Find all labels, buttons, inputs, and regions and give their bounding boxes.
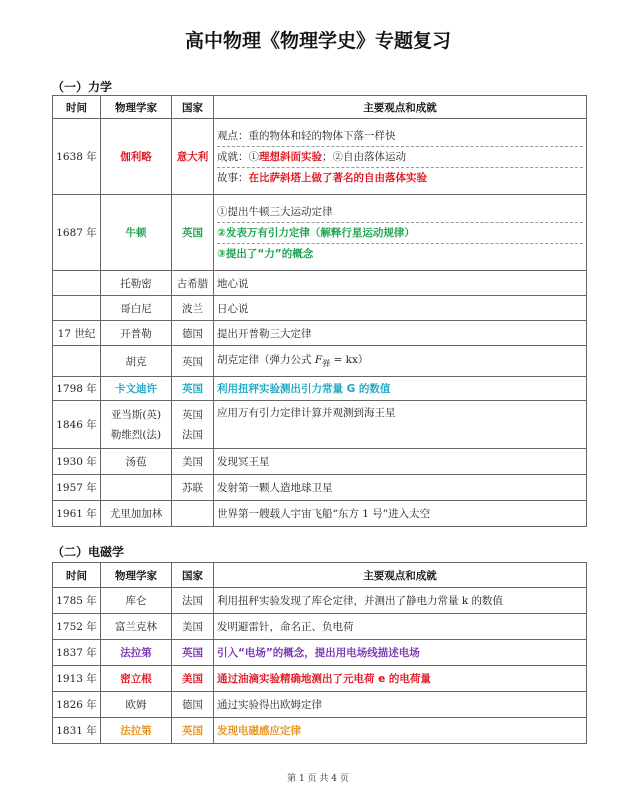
header-content: 主要观点和成就 [214,96,587,119]
header-time: 时间 [53,563,101,588]
table-header-row [53,563,587,588]
cell-time [53,296,101,321]
page-title: 高中物理《物理学史》专题复习 [184,30,451,52]
cell-content: 引入“电场”的概念，提出用电场线描述电场 [214,640,587,666]
table-row [53,296,587,321]
cell-physicist: 法拉第 [101,640,172,666]
cell-country: 德国 [172,692,214,718]
header-time: 时间 [53,96,101,119]
cell-country: 古希腊 [172,271,214,296]
cell-content: 提出开普勒三大定律 [214,321,587,346]
cell-time: 1846 年 [53,401,101,449]
cell-content: 应用万有引力定律计算并观测到海王星 [214,401,587,449]
cell-country: 美国 [172,666,214,692]
cell-content: 利用扭秤实验测出引力常量 G 的数值 [214,377,587,401]
section-heading-mechanics: （一）力学 [52,80,113,94]
content-line: ③提出了“力”的概念 [217,243,583,264]
cell-time: 1785 年 [53,588,101,614]
country-name: 英国 [182,408,203,421]
table-row [53,614,587,640]
content-text: 胡克定律（弹力公式 [217,354,315,367]
table-row [53,666,587,692]
content-text: ；②自由落体运动 [322,150,406,163]
content-line [217,167,583,188]
cell-physicist [101,475,172,501]
cell-country: 德国 [172,321,214,346]
cell-country: 美国 [172,449,214,475]
cell-content: 日心说 [214,296,587,321]
content-line: ①提出牛顿三大运动定律 [217,205,333,218]
cell-physicist: 开普勒 [101,321,172,346]
cell-physicist: 富兰克林 [101,614,172,640]
table-row [53,271,587,296]
content-line [217,146,583,167]
table-row [53,401,587,449]
mechanics-table [52,95,587,527]
header-country: 国家 [172,96,214,119]
cell-physicist: 胡克 [101,346,172,377]
page-footer: 第 1 页 共 4 页 [287,774,349,784]
cell-physicist: 尤里加加林 [101,501,172,527]
table-row [53,475,587,501]
cell-time: 1752 年 [53,614,101,640]
table-row [53,449,587,475]
table-row [53,588,587,614]
cell-content: 地心说 [214,271,587,296]
cell-content [214,119,587,195]
formula-symbol: F [314,354,323,367]
cell-time: 1638 年 [53,119,101,195]
em-table-body [53,588,587,744]
table-row [53,501,587,527]
formula-subscript: 弹 [322,359,331,369]
cell-country [172,501,214,527]
cell-physicist: 欧姆 [101,692,172,718]
table-row [53,718,587,744]
cell-physicist: 卡文迪许 [101,377,172,401]
cell-time: 1837 年 [53,640,101,666]
cell-time [53,346,101,377]
table-row [53,321,587,346]
cell-time: 1687 年 [53,195,101,271]
cell-country: 意大利 [172,119,214,195]
cell-physicist: 密立根 [101,666,172,692]
content-text: 成就：① [217,150,259,163]
cell-country [172,401,214,449]
cell-country: 英国 [172,640,214,666]
table-row [53,119,587,195]
cell-physicist: 伽利略 [101,119,172,195]
content-highlight: 理想斜面实验 [259,150,322,163]
cell-content: 发明避雷针，命名正、负电荷 [214,614,587,640]
em-table [52,562,587,744]
cell-country: 英国 [172,718,214,744]
cell-physicist [101,401,172,449]
cell-content: 发现电磁感应定律 [214,718,587,744]
table-row [53,346,587,377]
cell-time: 17 世纪 [53,321,101,346]
section-heading-electromagnetism: （二）电磁学 [52,545,125,559]
header-physicist: 物理学家 [101,96,172,119]
cell-content: 发现冥王星 [214,449,587,475]
physicist-name: 勒维烈(法) [110,428,162,441]
country-name: 法国 [182,428,203,441]
cell-country: 英国 [172,346,214,377]
content-text: = kx） [330,354,369,367]
cell-country: 英国 [172,377,214,401]
cell-content: 通过油滴实验精确地测出了元电荷 e 的电荷量 [214,666,587,692]
content-line: ②发表万有引力定律（解释行星运动规律） [217,222,583,243]
table-row [53,640,587,666]
cell-time: 1826 年 [53,692,101,718]
content-line: 观点：重的物体和轻的物体下落一样快 [217,129,396,142]
cell-time: 1913 年 [53,666,101,692]
cell-physicist: 托勒密 [101,271,172,296]
table-header-row [53,96,587,119]
cell-country: 美国 [172,614,214,640]
content-text: 故事： [217,171,249,184]
cell-content: 世界第一艘载人宇宙飞船“东方 1 号”进入太空 [214,501,587,527]
cell-time: 1798 年 [53,377,101,401]
cell-country: 波兰 [172,296,214,321]
table-row [53,692,587,718]
cell-physicist: 牛顿 [101,195,172,271]
cell-physicist: 汤苞 [101,449,172,475]
cell-time: 1930 年 [53,449,101,475]
cell-content: 发射第一颗人造地球卫星 [214,475,587,501]
header-physicist: 物理学家 [101,563,172,588]
header-content: 主要观点和成就 [214,563,587,588]
cell-physicist: 库仑 [101,588,172,614]
physicist-name: 亚当斯(英) [110,408,162,421]
cell-content: 通过实验得出欧姆定律 [214,692,587,718]
cell-content [214,195,587,271]
cell-country: 法国 [172,588,214,614]
cell-physicist: 法拉第 [101,718,172,744]
cell-content [214,346,587,377]
cell-time [53,271,101,296]
cell-physicist: 哥白尼 [101,296,172,321]
content-highlight: 在比萨斜塔上做了著名的自由落体实验 [248,171,427,184]
table-row [53,377,587,401]
cell-time: 1831 年 [53,718,101,744]
cell-country: 苏联 [172,475,214,501]
cell-time: 1961 年 [53,501,101,527]
cell-time: 1957 年 [53,475,101,501]
header-country: 国家 [172,563,214,588]
cell-country: 英国 [172,195,214,271]
cell-content: 利用扭秤实验发现了库仑定律，并测出了静电力常量 k 的数值 [214,588,587,614]
table-row [53,195,587,271]
